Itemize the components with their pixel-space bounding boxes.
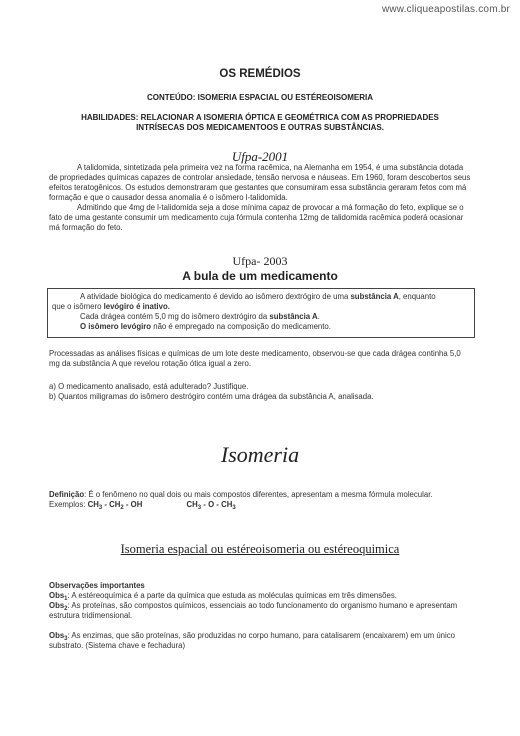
examples-line — [49, 500, 473, 510]
observation-3: Obs$_3$: As enzimas, que são proteínas, são produzidas no corpo humano, para catalisarem (encaixarem) em um único substrato. (Sistema chave e fechadura) — [49, 631, 455, 650]
definition-label: Definição — [49, 490, 85, 499]
bula-box — [47, 288, 475, 338]
formula-dimethyl-ether: $CH_3$ - O - $CH_3$ — [186, 500, 236, 511]
observation-2: Obs$_2$: As proteínas, são compostos químicos, essenciais ao todo funcionamento do organismo humano e apresentam estrutura tridimensional. — [49, 601, 458, 620]
ufpa-2001-text — [49, 163, 473, 233]
observations-title: Observações importantes — [49, 581, 145, 590]
bula-heading: A bula de um medicamento — [182, 269, 338, 283]
page-title: OS REMÉDIOS — [219, 68, 301, 80]
bula-line-3: Cada drágea contém 5,0 mg do isômero dextrógiro da substância A. — [80, 312, 320, 321]
observation-1: Obs$_1$: A estéreoquímica é a parte da química que estuda as moléculas químicas em três dimensões. — [49, 591, 397, 602]
bula-box-text — [52, 292, 470, 332]
skills-line: HABILIDADES: RELACIONAR A ISOMERIA ÓPTICA E GEOMÉTRICA COM AS PROPRIEDADES INTRÍSECAS DOS MEDICAMENTOOS E OUTRAS SUBSTÂNCIAS. — [81, 113, 439, 132]
content-line: CONTEÚDO: ISOMERIA ESPACIAL OU ESTÉREOISOMERIA — [146, 93, 374, 102]
bula-line-4: O isômero levógiro não é empregado na composição do medicamento. — [80, 322, 331, 331]
ufpa-2003-heading: Ufpa- 2003 — [232, 254, 288, 268]
question-b: b) Quantos miligramas do isômero destrógiro contém uma drágea da substância A, analisada. — [49, 392, 374, 401]
header-url[interactable]: www.cliqueapostilas.com.br — [381, 4, 510, 15]
bula-line-1: A atividade biológica do medicamento é devido ao isômero dextrógiro de uma substância A, enquanto — [80, 292, 436, 301]
ufpa-2001-paragraph-2: Admitindo que 4mg de l-talidomida seja a dose mínima capaz de provocar a má formação do feto, explique se o fato de uma gestante consumir um medicamento cuja fórmula contenha 12mg de talidomida racêmica poderá ocasionar má formação do feto. — [49, 203, 464, 232]
formula-ethanol: $CH_3 - CH_2$ - OH — [87, 500, 143, 511]
ufpa-2001-heading: Ufpa-2001 — [231, 149, 289, 164]
bula-analysis-text: Processadas as análises físicas e químicas de um lote deste medicamento, observou-se que cada drágea continha 5,0 mg da substância A que revelou rotação ótica igual a zero. — [49, 349, 461, 368]
ufpa-2001-paragraph-1: A talidomida, sintetizada pela primeira vez na forma racêmica, na Alemanha em 1954, é uma substância dotada de propriedades químicas capazes de controlar ansiedade, tensão nervosa e náuseas. Em 1960, foram descobertos seus efeitos teratogênicos. Os estudos demonstraram que gestantes que consumiram essa substância geraram fetos com má formação e que o causador dessa anomalia é o isômero l-talidomida. — [49, 163, 471, 202]
isomeria-espacial-heading: Isomeria espacial ou estéreoisomeria ou estéreoquimica — [120, 542, 400, 556]
question-a: a) O medicamento analisado, está adulterado? Justifique. — [49, 382, 249, 391]
examples-label: Exemplos: — [49, 500, 88, 509]
definition-line — [49, 490, 473, 500]
definition-text: : É o fenômeno no qual dois ou mais compostos diferentes, apresentam a mesma fórmula molecular. — [84, 490, 433, 499]
isomeria-heading: Isomeria — [220, 442, 300, 467]
bula-line-2: que o isômero levógiro é inativo. — [52, 302, 170, 311]
